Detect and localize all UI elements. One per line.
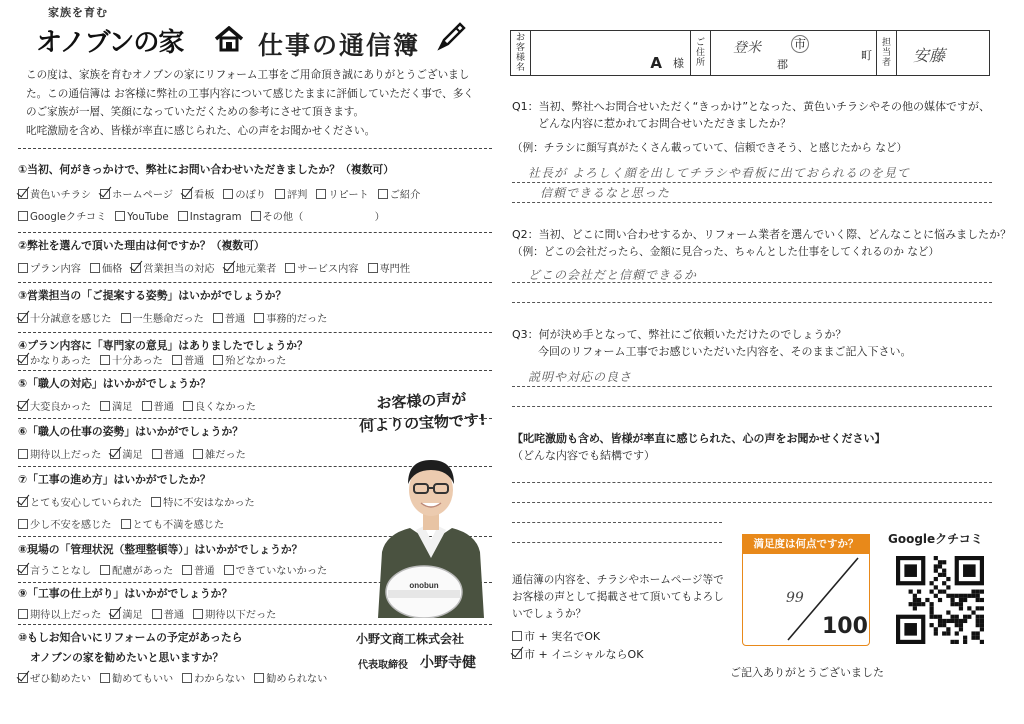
option-item[interactable] — [152, 446, 184, 461]
checkbox[interactable] — [178, 211, 188, 221]
checkbox[interactable] — [115, 211, 125, 221]
publication-consent-text: 通信簿の内容を、チラシやホームページ等でお客様の声として掲載させて頂いてもよろしいでしょうか？ — [512, 574, 724, 620]
satisfaction-score-value: 99 — [786, 590, 804, 606]
option-item[interactable] — [18, 606, 101, 621]
answer-line — [512, 302, 992, 303]
question-10-label: ⑩もしお知合いにリフォームの予定があったら — [18, 631, 243, 644]
option-item[interactable] — [224, 562, 328, 577]
checkbox[interactable] — [18, 449, 28, 459]
q2-answer[interactable]: どこの会社だと信頼できるか — [528, 268, 698, 282]
question-2-options — [18, 260, 419, 275]
question-7-options — [18, 494, 264, 509]
checkbox[interactable] — [378, 189, 388, 199]
checkbox-checked[interactable] — [131, 263, 141, 273]
option-label: プラン内容 — [30, 264, 81, 275]
qr-code-icon[interactable] — [896, 556, 984, 644]
option-item[interactable] — [152, 606, 184, 621]
option-item[interactable] — [178, 211, 242, 223]
option-item[interactable] — [193, 606, 276, 621]
checkbox[interactable] — [18, 519, 28, 529]
checkbox[interactable] — [512, 631, 522, 641]
option-label: 特に不安はなかった — [163, 498, 255, 509]
checkbox[interactable] — [316, 189, 326, 199]
option-label: とても安心していられた — [30, 498, 143, 509]
checkbox[interactable] — [213, 355, 223, 365]
checkbox[interactable] — [142, 401, 152, 411]
option-label: ご紹介 — [389, 190, 421, 201]
option-label: 十分誠意を感じた — [30, 314, 112, 325]
option-label: その他（ ） — [262, 212, 385, 223]
answer-line — [512, 406, 992, 407]
option-label: 普通 — [183, 356, 205, 367]
answer-line — [512, 202, 992, 203]
option-label: 雑だった — [205, 450, 246, 461]
checkbox[interactable] — [193, 609, 203, 619]
option-item[interactable] — [368, 260, 411, 275]
answer-line — [512, 182, 992, 183]
q1-answer-line2[interactable]: 信頼できるなと思った — [540, 186, 671, 200]
checkbox-checked[interactable] — [100, 189, 110, 199]
option-item[interactable] — [224, 260, 277, 275]
free-comment-heading: 【叱咤激励も含め、皆様が率直に感じられた、心の声をお聞かせください】 （どんな内容でも結構です） — [512, 432, 886, 462]
option-label: 良くなかった — [194, 402, 256, 413]
option-item[interactable] — [183, 398, 256, 413]
option-label: 期待以上だった — [30, 450, 102, 461]
checkbox[interactable] — [172, 355, 182, 365]
option-item[interactable] — [115, 211, 168, 223]
option-item[interactable] — [110, 606, 142, 621]
checkbox[interactable] — [512, 649, 522, 659]
checkbox[interactable] — [254, 313, 264, 323]
question-4-label: ④プラン内容に「専門家の意見」はありましたでしょうか？ — [18, 339, 308, 352]
option-item[interactable] — [213, 310, 245, 325]
option-item[interactable] — [193, 446, 246, 461]
option-label: 評判 — [286, 190, 308, 201]
option-item[interactable] — [110, 446, 142, 461]
option-label: 一生懸命だった — [132, 314, 204, 325]
option-label: サービス内容 — [297, 264, 359, 275]
option-label: 黄色いチラシ — [30, 190, 92, 201]
brand-tagline: 家族を育む — [48, 6, 108, 19]
comment-line — [512, 482, 992, 483]
satisfaction-score-max: 100 — [822, 614, 868, 639]
option-label: YouTube — [127, 212, 169, 223]
intro-text: この度は、家族を育むオノブンの家にリフォーム工事をご用命頂き誠にありがとうございまし た。この通信簿は お客様に弊社の工事内容について感じたままに評価していただく事で、多く のご家族が一層、笑顔になっていただくための参考にさせて頂きます。 叱咤激励を含め、皆様が率直に感じられた、心の声をお聞かせください。 — [26, 69, 474, 137]
question-9-options — [18, 606, 285, 621]
option-item[interactable] — [18, 398, 91, 413]
option-label: わからない — [194, 674, 246, 685]
customer-name-cell[interactable] — [531, 31, 691, 75]
option-item[interactable] — [100, 186, 173, 201]
pen-icon — [436, 20, 468, 52]
address-label: ご住所 — [691, 31, 711, 75]
question-9-label: ⑨「工事の仕上がり」はいかがでしょうか？ — [18, 587, 233, 600]
option-label: のぼり — [235, 190, 266, 201]
option-label: 大変良かった — [30, 402, 92, 413]
customer-label: お客様名 — [511, 31, 531, 75]
checkbox[interactable] — [182, 673, 192, 683]
address-cho: 町 — [861, 49, 872, 62]
q3-answer[interactable]: 説明や対応の良さ — [528, 370, 633, 384]
question-8-options — [18, 562, 336, 577]
question-6-label: ⑥「職人の仕事の姿勢」はいかがでしょうか？ — [18, 425, 244, 438]
q2-example: （例：どこの会社だったら、金額に見合った、ちゃんとした仕事をしてくれるのか など） — [512, 246, 940, 258]
checkbox-checked[interactable] — [18, 355, 28, 365]
option-label: 普通 — [194, 566, 215, 577]
option-label: 言うことなし — [30, 566, 92, 577]
brand-name: オノブンの家 — [36, 28, 184, 58]
option-label: 少し不安を感じた — [30, 520, 112, 531]
checkbox[interactable] — [193, 449, 203, 459]
representative-name: 小野寺健 — [420, 655, 476, 671]
address-shi: 市 — [791, 35, 809, 53]
option-label: できていないかった — [235, 566, 328, 577]
option-label: 配慮があった — [112, 566, 174, 577]
customer-info-table — [510, 30, 990, 76]
checkbox-checked[interactable] — [224, 263, 234, 273]
option-label: 営業担当の対応 — [143, 264, 215, 275]
option-label: 普通 — [163, 610, 185, 621]
option-item[interactable] — [18, 516, 112, 531]
customer-suffix: 様 — [673, 57, 684, 70]
option-label: リピート — [328, 190, 369, 201]
checkbox-checked[interactable] — [18, 401, 28, 411]
staff-value: 安藤 — [913, 46, 946, 65]
staff-cell[interactable] — [897, 31, 989, 75]
google-reviews-label: Googleクチコミ — [888, 532, 983, 546]
option-label: 普通 — [163, 450, 185, 461]
option-label: 普通 — [153, 402, 174, 413]
checkbox[interactable] — [223, 189, 233, 199]
q3-question: Q3：何が決め手となって、弊社にご依頼いただけたのでしょうか？ 今回のリフォーム工事でお感じいただいた内容を、そのままご記入下さい。 — [512, 328, 912, 358]
option-item[interactable] — [18, 310, 112, 325]
option-item[interactable] — [316, 186, 368, 201]
option-label: Instagram — [189, 212, 242, 223]
option-item[interactable] — [182, 562, 214, 577]
option-item[interactable] — [182, 186, 214, 201]
divider — [18, 148, 492, 149]
checkbox[interactable] — [18, 263, 28, 273]
option-label: ホームページ — [112, 190, 174, 201]
question-3-label: ③営業担当の「ご提案する姿勢」はいかがでしょうか？ — [18, 289, 287, 302]
address-gun: 郡 — [777, 58, 788, 71]
checkbox[interactable] — [100, 355, 110, 365]
option-item[interactable] — [254, 310, 327, 325]
q2-question: Q2：当初、どこに問い合わせするか、リフォーム業者を選んでいく際、どんなことに悩みましたか？ — [512, 228, 1012, 241]
option-label: 期待以下だった — [205, 610, 277, 621]
divider — [18, 370, 492, 371]
option-item[interactable] — [378, 186, 421, 201]
president-photo — [374, 440, 488, 618]
answer-line — [512, 282, 992, 283]
option-label: Googleクチコミ — [30, 212, 107, 223]
thank-you-text: ご記入ありがとうございました — [730, 666, 884, 679]
company-name: 小野文商工株式会社 — [356, 632, 465, 646]
option-label: 満足 — [122, 450, 143, 461]
option-label: 事務的だった — [266, 314, 328, 325]
question-7-options — [18, 516, 233, 531]
checkbox-checked[interactable] — [18, 189, 28, 199]
option-item[interactable] — [18, 446, 101, 461]
checkbox[interactable] — [152, 609, 162, 619]
option-item[interactable] — [100, 562, 173, 577]
option-item[interactable] — [100, 352, 163, 367]
checkbox[interactable] — [224, 565, 234, 575]
checkbox[interactable] — [368, 263, 378, 273]
checkbox[interactable] — [183, 401, 193, 411]
option-item[interactable] — [151, 494, 255, 509]
consent-option-realname[interactable]: 市 + 実名でOK — [512, 628, 600, 644]
question-10-label-cont: オノブンの家を勧めたいと思いますか？ — [30, 651, 224, 664]
question-5-options — [18, 398, 265, 413]
option-label: 看板 — [194, 190, 215, 201]
comment-line — [512, 522, 722, 523]
question-4-options — [18, 352, 295, 367]
q1-answer-line1[interactable]: 社長が よろしく顔を出してチラシや看板に出ておられるのを見て — [528, 166, 910, 180]
option-label: 殆どなかった — [225, 356, 287, 367]
checkbox[interactable] — [100, 401, 110, 411]
option-label: 地元業者 — [235, 264, 277, 275]
option-label: ぜひ勧めたい — [30, 674, 92, 685]
option-item[interactable] — [18, 494, 142, 509]
speech-text: お客様の声が 何よりの宝物です! — [358, 389, 487, 436]
option-item[interactable] — [100, 398, 132, 413]
q1-question: Q1：当初、弊社へお問合せいただく“きっかけ”となった、黄色いチラシやその他の媒体ですが、 どんな内容に惹かれてお問合せいただきましたか？ — [512, 100, 991, 130]
question-7-label: ⑦「工事の進め方」はいかがでしたか？ — [18, 473, 211, 486]
checkbox-checked[interactable] — [18, 313, 28, 323]
address-cell[interactable] — [711, 31, 877, 75]
representative-role: 代表取締役 — [358, 660, 408, 671]
option-item[interactable] — [121, 310, 204, 325]
satisfaction-heading: 満足度は何点ですか？ — [742, 534, 870, 554]
option-item[interactable] — [285, 260, 358, 275]
q1-example: （例：チラシに顔写真がたくさん載っていて、信頼できそう、と感じたから など） — [512, 142, 908, 154]
option-item[interactable] — [251, 208, 385, 223]
checkbox[interactable] — [90, 263, 100, 273]
checkbox[interactable] — [100, 565, 110, 575]
question-1-options — [18, 186, 429, 201]
question-5-label: ⑤「職人の対応」はいかがでしょうか？ — [18, 377, 211, 390]
staff-label: 担当者 — [877, 31, 897, 75]
option-label: 普通 — [224, 314, 246, 325]
option-item[interactable] — [213, 352, 286, 367]
option-item[interactable] — [223, 186, 266, 201]
option-item[interactable] — [100, 670, 173, 685]
question-3-options — [18, 310, 336, 325]
option-item[interactable] — [275, 186, 307, 201]
consent-option-initial[interactable]: 市 + イニシャルならOK — [512, 646, 643, 662]
option-item[interactable] — [182, 670, 245, 685]
checkbox[interactable] — [151, 497, 161, 507]
checkbox[interactable] — [213, 313, 223, 323]
checkbox[interactable] — [121, 519, 131, 529]
checkbox[interactable] — [182, 565, 192, 575]
option-label: 専門性 — [379, 264, 411, 275]
checkbox[interactable] — [18, 211, 28, 221]
option-label: 勧められない — [266, 674, 328, 685]
comment-line — [512, 502, 992, 503]
checkbox-checked[interactable] — [18, 673, 28, 683]
question-8-label: ⑧現場の「管理状況（整理整頓等）」はいかがでしょうか？ — [18, 543, 303, 556]
checkbox[interactable] — [254, 673, 264, 683]
option-item[interactable] — [131, 260, 214, 275]
option-label: 満足 — [122, 610, 143, 621]
checkbox-checked[interactable] — [182, 189, 192, 199]
checkbox[interactable] — [152, 449, 162, 459]
option-item[interactable] — [18, 670, 91, 685]
checkbox[interactable] — [275, 189, 285, 199]
checkbox-checked[interactable] — [110, 609, 120, 619]
divider — [18, 624, 492, 625]
option-label: 十分あった — [112, 356, 163, 367]
question-10-options — [18, 670, 336, 685]
option-label: 価格 — [101, 264, 123, 275]
question-1-options — [18, 208, 394, 223]
checkbox-checked[interactable] — [18, 497, 28, 507]
option-item[interactable] — [172, 352, 204, 367]
checkbox[interactable] — [121, 313, 131, 323]
checkbox[interactable] — [18, 609, 28, 619]
option-label: 勧めてもいい — [112, 674, 174, 685]
checkbox-checked[interactable] — [18, 565, 28, 575]
checkbox[interactable] — [285, 263, 295, 273]
address-city-value: 登米 — [733, 40, 761, 56]
option-item[interactable] — [18, 562, 91, 577]
question-6-options — [18, 446, 255, 461]
question-2-label: ②弊社を選んで頂いた理由は何ですか？（複数可） — [18, 239, 265, 252]
house-icon — [214, 26, 244, 52]
option-item[interactable] — [18, 260, 81, 275]
helmet-label: onobun — [409, 581, 439, 590]
divider — [18, 232, 492, 233]
option-item[interactable] — [142, 398, 174, 413]
option-label: かなりあった — [30, 356, 92, 367]
option-label: とても不満を感じた — [132, 520, 225, 531]
checkbox-checked[interactable] — [110, 449, 120, 459]
option-label: 満足 — [112, 402, 133, 413]
option-item[interactable] — [121, 516, 225, 531]
option-item[interactable] — [18, 208, 106, 223]
option-item[interactable] — [18, 352, 91, 367]
divider — [18, 332, 492, 333]
divider — [18, 282, 492, 283]
answer-line — [512, 386, 992, 387]
checkbox[interactable] — [251, 211, 261, 221]
option-item[interactable] — [90, 260, 122, 275]
checkbox[interactable] — [100, 673, 110, 683]
form-title: 仕事の通信簿 — [258, 31, 421, 60]
comment-line — [512, 542, 722, 543]
option-item[interactable] — [18, 186, 91, 201]
option-item[interactable] — [254, 670, 327, 685]
question-1-label: ①当初、何がきっかけで、弊社にお問い合わせいただきましたか？（複数可） — [18, 163, 395, 176]
option-label: 期待以上だった — [30, 610, 102, 621]
customer-name-value: A — [650, 54, 662, 72]
